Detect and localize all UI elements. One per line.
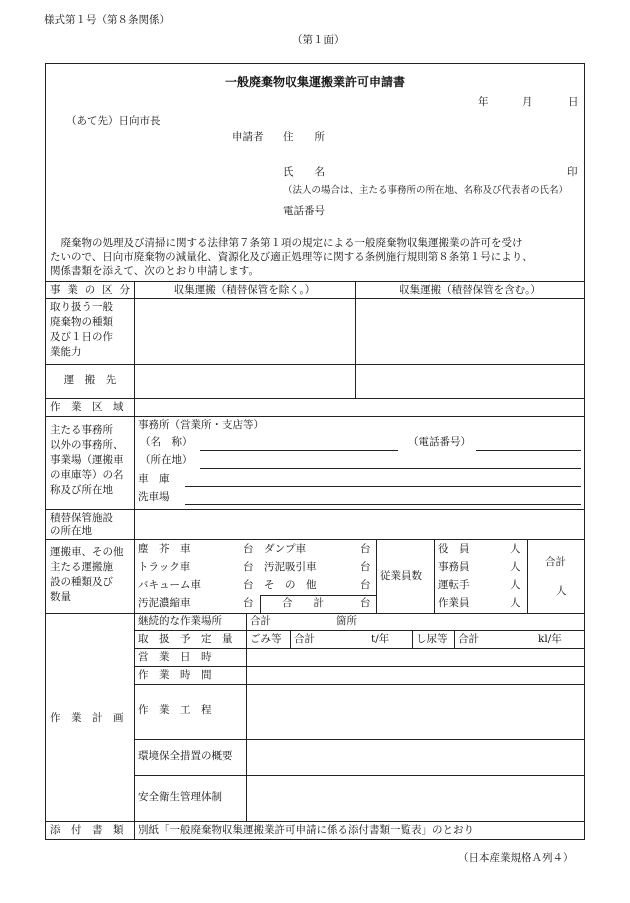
intro-line-2: たいので、日向市廃棄物の減量化、資源化及び適正処理等に関する条例施行規則第８条第１号により、 (50, 251, 533, 263)
planned-amount-label: 取 扱 予 定 量 (138, 633, 233, 645)
office-label-2: 以外の事務所、 (50, 439, 124, 451)
vehicle-unit: 台 (360, 597, 371, 609)
vehicles-label-4: 数量 (50, 591, 71, 603)
work-process-label: 作 業 工 程 (138, 704, 212, 716)
business-type-incl-storage[interactable]: 収集運搬（積替保管を含む。） (399, 284, 541, 296)
night-soil-label: し尿等 (416, 633, 448, 645)
garbage-label: ごみ等 (250, 633, 282, 645)
vehicle-vacuum: バキューム車 (138, 579, 201, 591)
office-heading: 事務所（営業所・支店等） (138, 419, 264, 431)
vehicle-sludge-suction: 汚泥吸引車 (264, 561, 317, 573)
staff-clerks: 事務員 (438, 561, 470, 573)
business-days-label: 営 業 日 時 (138, 651, 212, 663)
person-unit: 人 (510, 561, 521, 573)
intro-line-3: 関係書類を添えて、次のとおり申請します。 (50, 265, 259, 277)
form-frame (45, 63, 585, 840)
waste-types-label-3: 及び１日の作 (50, 331, 113, 343)
business-type-label: 事 業 の 区 分 (50, 284, 130, 296)
vehicle-total-label: 合 計 (282, 597, 324, 609)
vehicle-unit: 台 (360, 561, 371, 573)
date-month: 月 (522, 96, 533, 108)
waste-types-label-1: 取り扱う一般 (50, 301, 113, 313)
safety-label: 安全衛生管理体制 (138, 791, 222, 803)
vehicle-dump-truck: ダンプ車 (264, 543, 307, 555)
staff-total-unit: 人 (556, 585, 567, 597)
office-label-1: 主たる事務所 (50, 424, 113, 436)
office-label-5: 称及び所在地 (50, 484, 113, 496)
continuous-site-unit: 箇所 (336, 615, 357, 627)
waste-types-label-4: 業能力 (50, 346, 82, 358)
vehicle-sludge-thickener: 汚泥濃縮車 (138, 597, 191, 609)
addressee: （あて先）日向市長 (66, 115, 161, 127)
form-number: 様式第１号（第８条関係） (44, 14, 170, 26)
page-label: （第１面） (292, 34, 345, 46)
form-title: 一般廃棄物収集運搬業許可申請書 (224, 75, 405, 89)
office-name-line[interactable] (200, 450, 398, 451)
continuous-site-total: 合計 (250, 615, 271, 627)
address-label: 住 所 (283, 131, 325, 143)
name-label: 氏 名 (283, 166, 325, 178)
garage-line[interactable] (185, 486, 581, 487)
vehicle-unit: 台 (243, 543, 254, 555)
phone-label: 電話番号 (283, 205, 325, 217)
seal-mark: 印 (567, 166, 578, 178)
corporate-note: （法人の場合は、主たる事務所の所在地、名称及び代表者の氏名） (283, 185, 569, 196)
vehicle-unit: 台 (243, 579, 254, 591)
attachments-label: 添 付 書 類 (50, 824, 124, 836)
staff-total-label: 合計 (545, 556, 566, 568)
office-label-4: の車庫等）の名 (50, 469, 124, 481)
attachments-text: 別紙「一般廃棄物収集運搬業許可申請に係る添付書類一覧表」のとおり (138, 824, 474, 836)
office-location-label: （所在地） (140, 454, 193, 466)
transfer-facility-label-2: の所在地 (50, 525, 92, 537)
work-hours-label: 作 業 時 間 (138, 669, 212, 681)
continuous-site-label: 継続的な作業場所 (138, 615, 222, 627)
garbage-total: 合計 (294, 633, 315, 645)
staff-workers: 作業員 (438, 597, 470, 609)
person-unit: 人 (510, 579, 521, 591)
vehicles-label-3: 設の種類及び (50, 576, 113, 588)
work-plan-label: 作 業 計 画 (50, 712, 124, 724)
staff-label: 従業員数 (380, 570, 422, 582)
transfer-facility-label-1: 積替保管施設 (50, 512, 113, 524)
applicant-label: 申請者 (232, 131, 264, 143)
office-name-label: （名 称） (140, 436, 193, 448)
work-area-label: 作 業 区 域 (50, 401, 124, 413)
vehicle-unit: 台 (243, 597, 254, 609)
garbage-unit: t/年 (371, 633, 390, 645)
staff-officers: 役 員 (438, 543, 470, 555)
vehicle-other: そ の 他 (264, 579, 317, 591)
wash-label: 洗車場 (138, 491, 170, 503)
wash-line[interactable] (185, 504, 581, 505)
staff-drivers: 運転手 (438, 579, 470, 591)
night-soil-unit: kl/年 (538, 633, 562, 645)
intro-line-1: 廃棄物の処理及び清掃に関する法律第７条第１項の規定による一般廃棄物収集運搬業の許可を受け (50, 237, 523, 249)
person-unit: 人 (510, 597, 521, 609)
waste-types-label-2: 廃棄物の種類 (50, 316, 113, 328)
office-location-line[interactable] (200, 468, 581, 469)
vehicle-unit: 台 (243, 561, 254, 573)
vehicles-label-1: 運搬車、その他 (50, 546, 124, 558)
vehicle-unit: 台 (360, 579, 371, 591)
environment-label: 環境保全措置の概要 (138, 750, 233, 762)
destination-label: 運 搬 先 (63, 374, 117, 386)
vehicle-truck: トラック車 (138, 561, 191, 573)
vehicle-garbage-truck: 塵 芥 車 (138, 543, 191, 555)
date-year: 年 (478, 96, 489, 108)
vehicles-label-2: 主たる運搬施 (50, 561, 113, 573)
garage-label: 車 庫 (138, 473, 170, 485)
night-soil-total: 合計 (458, 633, 479, 645)
date-day: 日 (568, 96, 579, 108)
business-type-excl-storage[interactable]: 収集運搬（積替保管を除く。） (173, 284, 316, 296)
office-phone-label: （電話番号） (408, 436, 471, 448)
office-label-3: 事業場（運搬車 (50, 454, 124, 466)
footer-standard: （日本産業規格Ａ列４） (458, 852, 574, 864)
vehicle-unit: 台 (360, 543, 371, 555)
office-phone-line[interactable] (476, 450, 581, 451)
person-unit: 人 (510, 543, 521, 555)
